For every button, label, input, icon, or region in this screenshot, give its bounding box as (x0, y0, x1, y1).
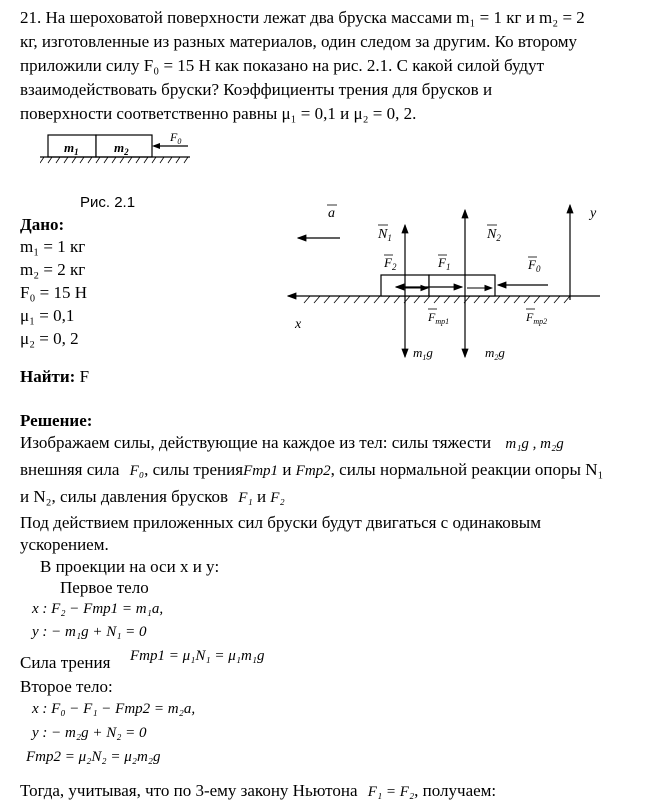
problem-line-4: взаимодействовать бруски? Коэффициенты трения для брусков и (20, 80, 493, 99)
solution-p4: Под действием приложенных сил бруски будут двигаться с одинаковым (20, 513, 541, 532)
problem-line-2: кг, изготовленные из разных материалов, один следом за другим. Ко второму (20, 32, 578, 51)
solution-p3: и N₂, силы давления брусков F₁ и F₂ (20, 487, 285, 506)
svg-text:Fтр2: $F_{тр2}$ (526, 310, 548, 326)
given-title: Дано: (20, 215, 65, 234)
equation-1: x : F₂ − Fтр1 = m₁a, (32, 601, 164, 617)
equation-5: y : − m₂g + N₂ = 0 (32, 725, 147, 741)
solution-last-line: Тогда, учитывая, что по 3-ему закону Ньютона F₁ = F₂, получаем: (20, 781, 497, 800)
figure-caption: Рис. 2.1 (80, 194, 136, 211)
svg-text:F2: $F_2$ (384, 255, 397, 272)
svg-text:m1: $m_1$ (64, 140, 79, 157)
svg-text:N1: $N_1$ (378, 227, 392, 243)
force-diagram (280, 195, 620, 365)
friction-label: Сила трения (20, 653, 111, 672)
svg-text:N2: $N_2$ (487, 227, 501, 243)
given-m1: m₁ = 1 кг (20, 237, 86, 256)
problem-line-1: 21. На шероховатой поверхности лежат два бруска массами m₁ = 1 кг и m₂ = 2 (20, 8, 585, 27)
solution-p2: внешняя сила F₀, силы тренияFтр1 и Fтр2, силы нормальной реакции опоры N₁ (20, 460, 604, 479)
find-line: Найти: F (20, 367, 90, 386)
svg-text:F0: $F_0$ (170, 130, 182, 146)
given-mu2: μ₂ = 0, 2 (20, 329, 79, 348)
given-mu1: μ₁ = 0,1 (20, 306, 75, 325)
solution-p1: Изображаем силы, действующие на каждое из тел: силы тяжести m₁g , m₂g (20, 433, 564, 452)
second-body-title: Второе тело: (20, 677, 113, 696)
block-2 (429, 275, 495, 296)
svg-text:Fтр1: $F_{тр1}$ (428, 310, 450, 326)
problem-line-3: приложили силу F₀ = 15 Н как показано на рис. 2.1. С какой силой будут (20, 56, 545, 75)
problem-line-5: поверхности соответственно равны μ₁ = 0,1 и μ₂ = 0, 2. (20, 104, 417, 123)
equation-6: Fтр2 = μ₂N₂ = μ₂m₂g (26, 749, 161, 765)
svg-text:x: x (295, 317, 302, 332)
solution-p7: Первое тело (60, 578, 149, 597)
svg-text:F1: $F_1$ (438, 255, 451, 272)
svg-text:m1g: $m_1g$ (413, 345, 433, 362)
equation-2: y : − m₁g + N₁ = 0 (32, 624, 147, 640)
svg-text:a: a (328, 206, 335, 221)
svg-text:m2g: $m_2g$ (485, 345, 505, 362)
solution-p5: ускорением. (20, 535, 109, 554)
equation-4: x : F₀ − F₁ − Fтр2 = m₂a, (32, 701, 196, 717)
solution-p6: В проекции на оси x и y: (40, 557, 220, 576)
given-f0: F₀ = 15 Н (20, 283, 87, 302)
svg-text:m2: $m_2$ (114, 140, 129, 157)
given-m2: m₂ = 2 кг (20, 260, 86, 279)
figure-2-1 (40, 125, 210, 175)
svg-text:F0: $F_0$ (528, 257, 541, 274)
equation-3: Fтр1 = μ₁N₁ = μ₁m₁g (130, 648, 265, 664)
solution-title: Решение: (20, 411, 93, 430)
svg-text:y: y (590, 206, 597, 221)
